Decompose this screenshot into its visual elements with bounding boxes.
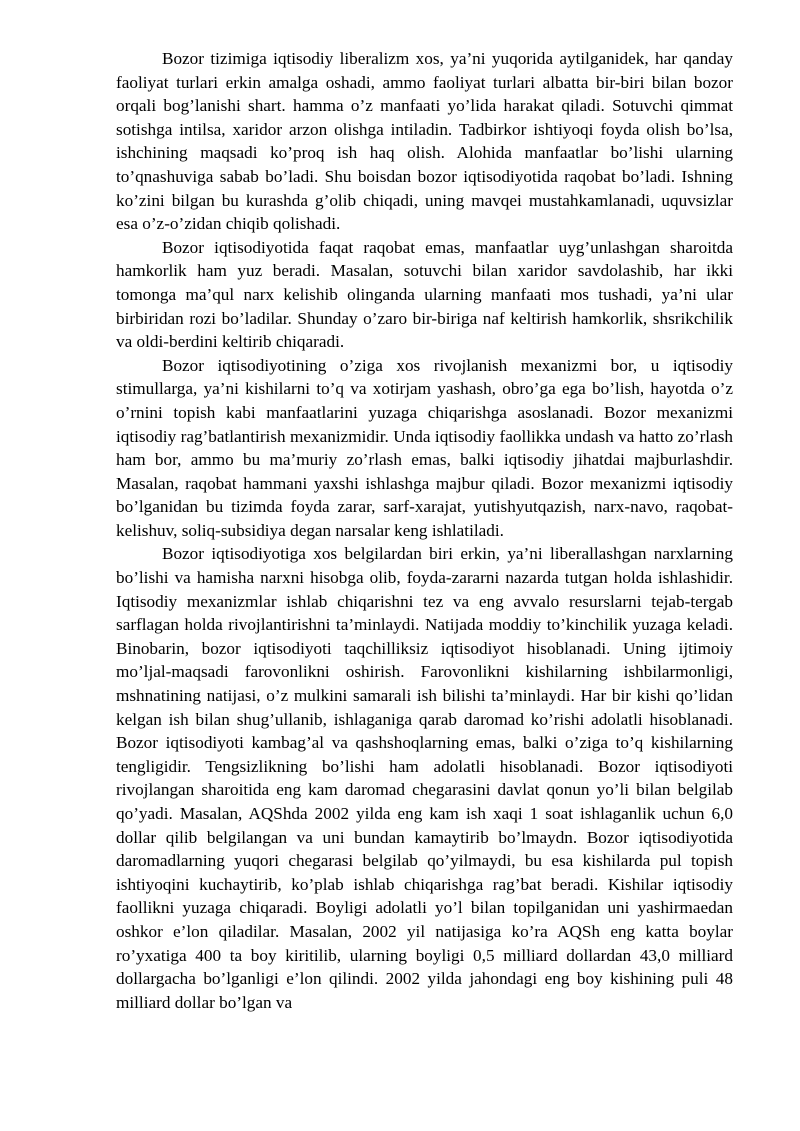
document-page <box>116 47 733 1014</box>
paragraph-3: Bozor iqtisodiyotining o’ziga xos rivojlanish mexanizmi bor, u iqtisodiy stimullarga, ya’ni kishilarni to’q va xotirjam yashash, obro’ga ega bo’lish, hayotda o’z o’rnini topish kabi manfaatlarini yuzaga chiqarishga asoslanadi. Bozor mexanizmi iqtisodiy rag’batlantirish mexanizmidir. Unda iqtisodiy faollikka undash va hatto zo’rlash ham bor, ammo bu ma’muriy zo’rlash emas, balki iqtisodiy jihatdai majburlashdir. Masalan, raqobat hammani yaxshi ishlashga majbur qiladi. Bozor mexanizmi iqtisodiy bo’lganidan bu tizimda foyda zarar, sarf-xarajat, yutishyutqazish, narx-navo, raqobat-kelishuv, soliq-subsidiya degan narsalar keng ishlatiladi. <box>116 355 733 540</box>
paragraph-4: Bozor iqtisodiyotiga xos belgilardan biri erkin, ya’ni liberallashgan narxlarning bo’lishi va hamisha narxni hisobga olib, foyda-zararni nazarda tutgan holda ishlashidir. Iqtisodiy mexanizmlar ishlab chiqarishni tez va eng avvalo resurslarni tejab-tergab sarflagan holda rivojlantirishni ta’minlaydi. Natijada moddiy to’kinchilik yuzaga keladi. Binobarin, bozor iqtisodiyoti taqchilliksiz iqtisodiyot hisoblanadi. Uning ijtimoiy mo’ljal-maqsadi farovonlikni oshirish. Farovonlikni kishilarning ishbilarmonligi, mshnatining natijasi, o’z mulkini samarali ish bilishi ta’minlaydi. Har bir kishi qo’lidan kelgan ish bilan shug’ullanib, ishlaganiga qarab daromad ko’rishi adolatli hisoblanadi. Bozor iqtisodiyoti kambag’al va qashshoqlarning emas, balki o’ziga to’q kishilarning tengligidir. Tengsizlikning bo’lishi ham adolatli hisoblanadi. Bozor iqtisodiyoti rivojlangan sharoitida eng kam daromad chegarasini davlat qonun yo’li bilan belgilab qo’yadi. Masalan, AQShda 2002 yilda eng kam ish xaqi 1 soat ishlaganlik uchun 6,0 dollar qilib belgilangan va uni bundan kamaytirib bo’lmaydn. Bozor iqtisodiyotida daromadlarning yuqori chegarasi belgilab qo’yilmaydi, bu esa kishilarda pul topish ishtiyoqini kuchaytirib, ko’plab ishlab chiqarishga rag’bat beradi. Kishilar iqtisodiy faollikni yuzaga chiqaradi. Boyligi adolatli yo’l bilan topilganidan uni yashirmaedan oshkor e’lon qiladilar. Masalan, 2002 yil natijasiga ko’ra AQSh eng katta boylar ro’yxatiga 400 ta boy kiritilib, ularning boyligi 0,5 milliard dollardan 43,0 milliard dollargacha bo’lganligi e’lon qilindi. 2002 yilda jahondagi eng boy kishining puli 48 milliard dollar bo’lgan va <box>116 544 733 1012</box>
paragraph-2: Bozor iqtisodiyotida faqat raqobat emas, manfaatlar uyg’unlashgan sharoitda hamkorlik ham yuz beradi. Masalan, sotuvchi bilan xaridor savdolashib, har ikki tomonga ma’qul narx kelishib olinganda ularning manfaati mos tushadi, ya’ni ular birbiridan rozi bo’ladilar. Shunday o’zaro bir-biriga naf keltirish hamkorlik, shsrikchilik va oldi-berdini keltirib chiqaradi. <box>116 237 733 352</box>
paragraph-1: Bozor tizimiga iqtisodiy liberalizm xos, ya’ni yuqorida aytilganidek, har qanday faoliyat turlari erkin amalga oshadi, ammo faoliyat turlari albatta bir-biri bilan bozor orqali bog’lanishi shart. hamma o’z manfaati yo’lida harakat qiladi. Sotuvchi qimmat sotishga intilsa, xaridor arzon olishga intiladin. Tadbirkor ishtiyoqi foyda olish bo’lsa, ishchining maqsadi ko’proq ish haq olish. Alohida manfaatlar bo’lishi ularning to’qnashuviga sabab bo’ladi. Shu boisdan bozor iqtisodiyotida raqobat bo’ladi. Ishning ko’zini bilgan bu kurashda g’olib chiqadi, uning mavqei mustahkamlanadi, uquvsizlar esa o’z-o’zidan chiqib qolishadi. <box>116 49 733 234</box>
